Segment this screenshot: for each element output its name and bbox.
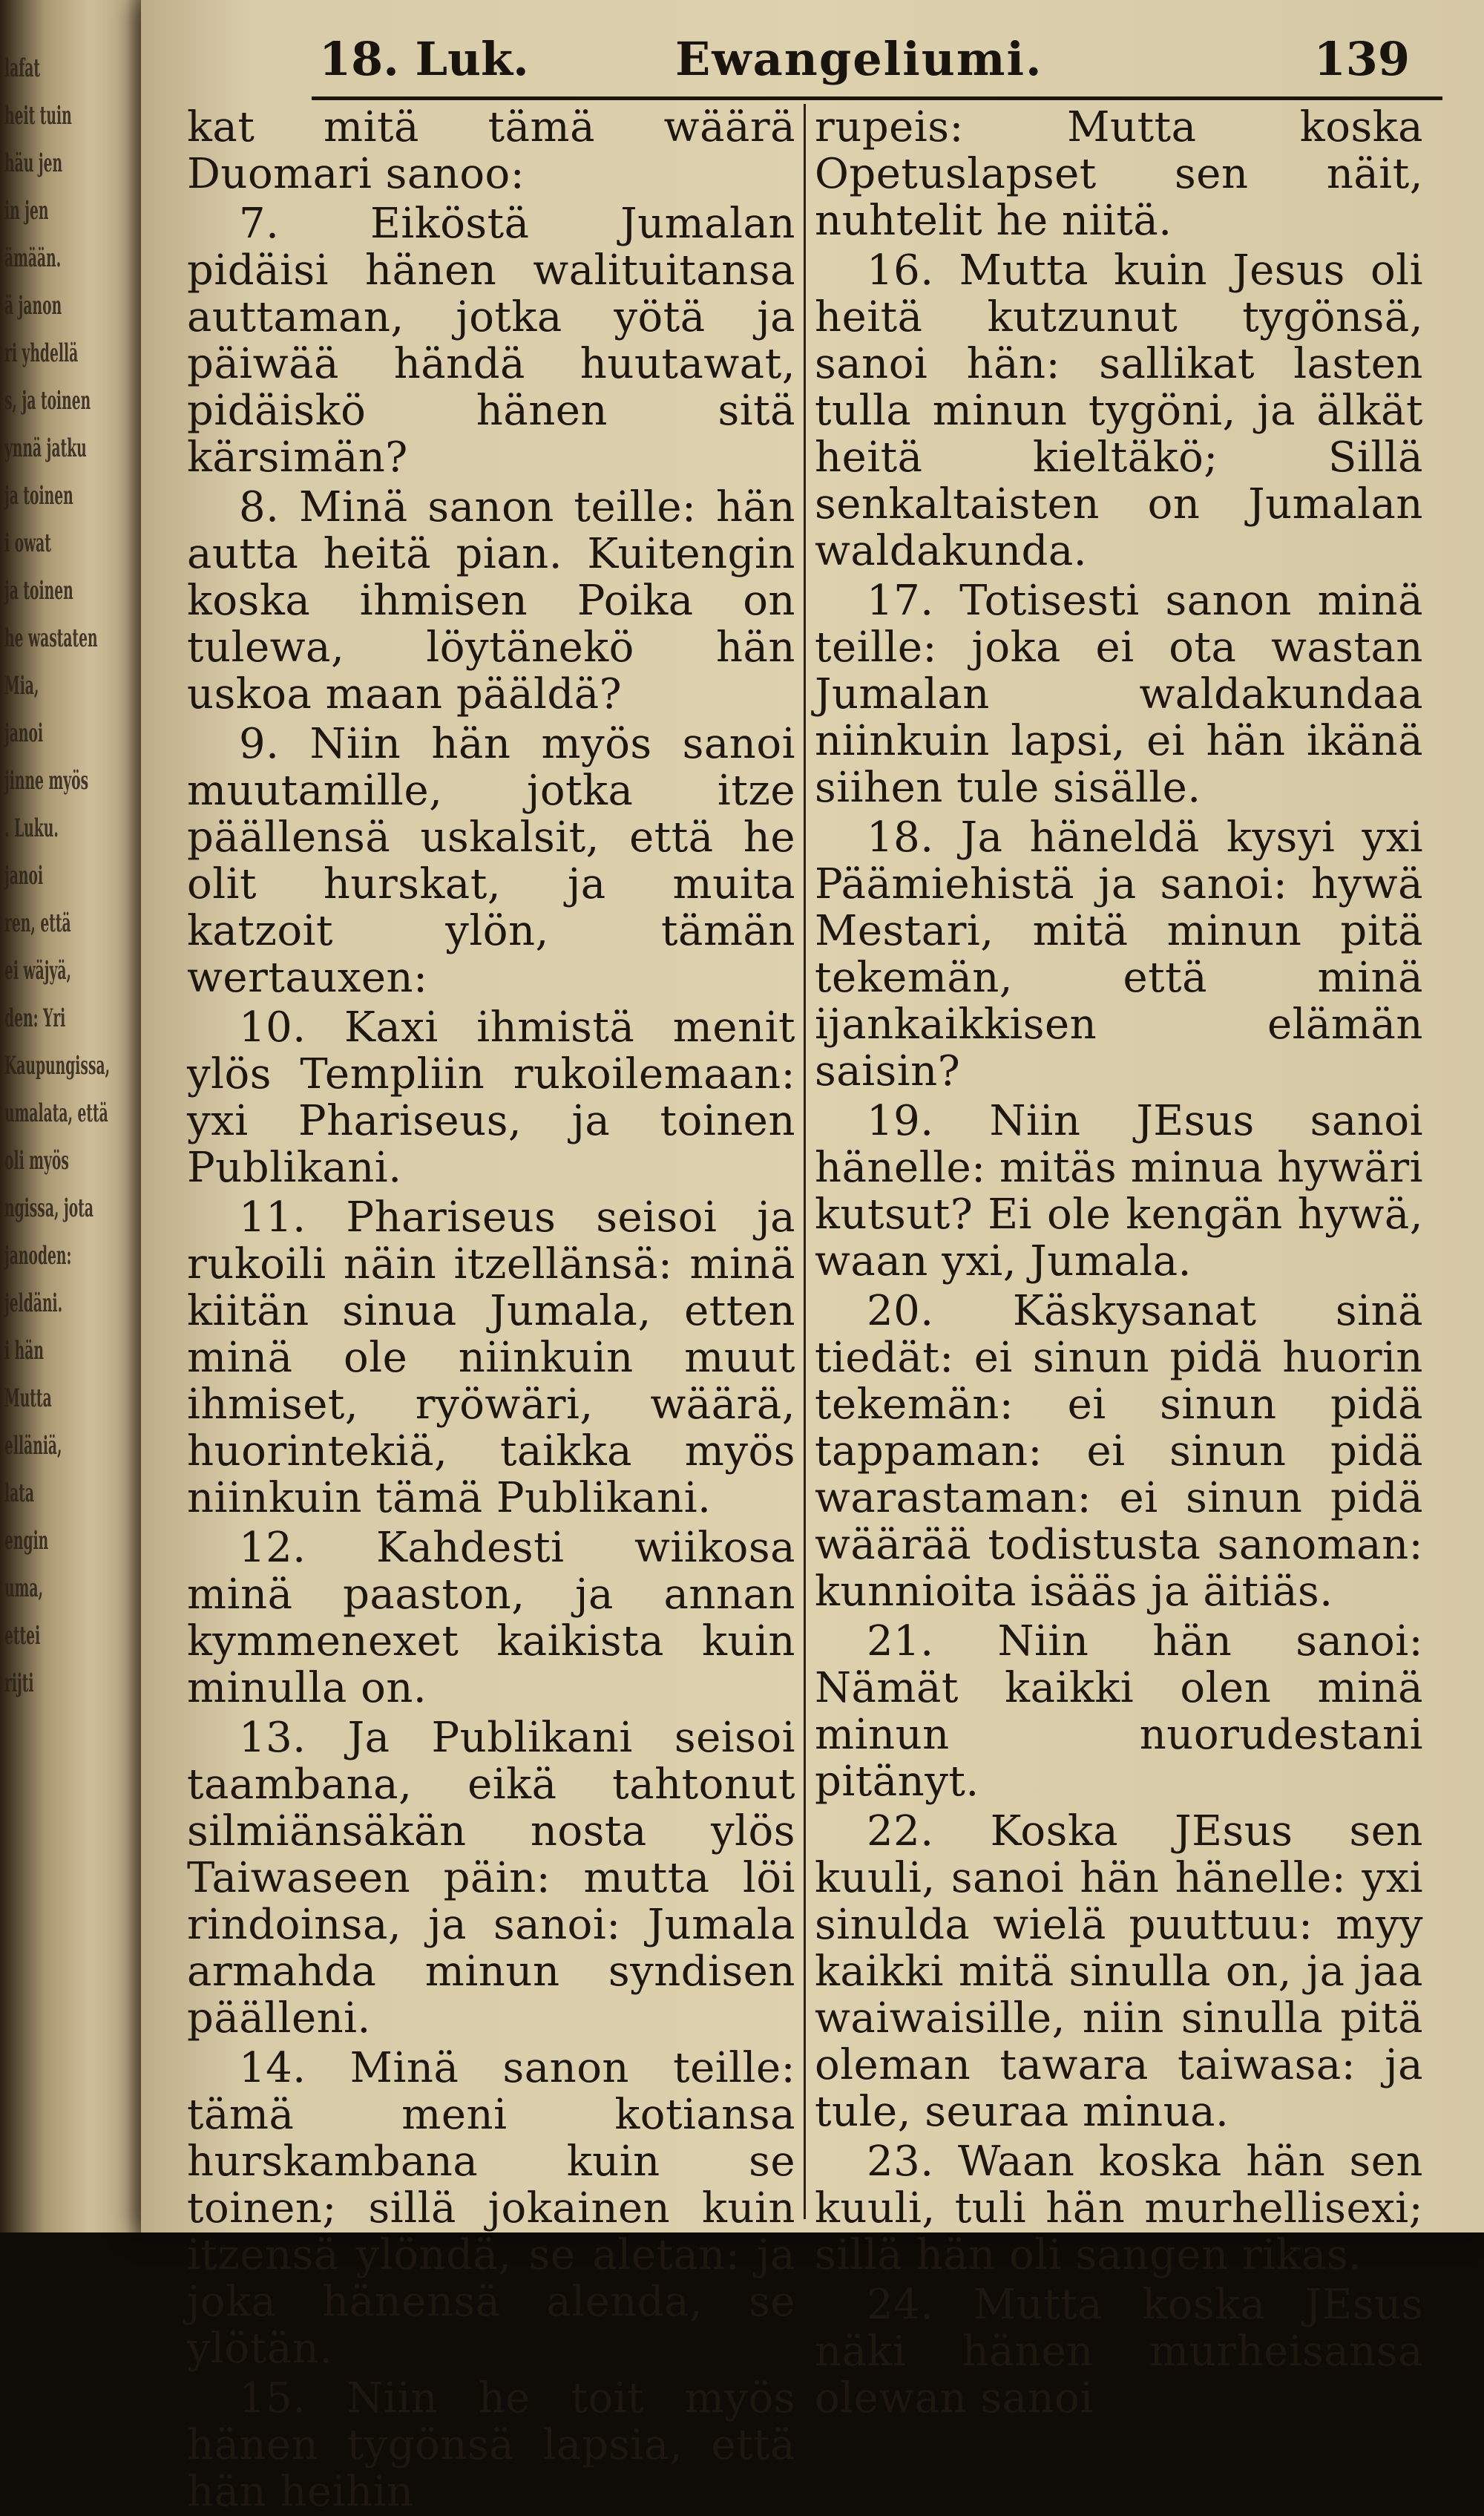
verse-paragraph: 19. Niin JEsus sanoi hänelle: mitäs minua hywäri kutsut? Ei ole kengän hywä, waan yxi, Jumala.	[815, 1097, 1423, 1285]
edge-fragment: janoden:	[4, 1241, 72, 1271]
edge-fragment: rijti	[4, 1668, 34, 1698]
edge-fragment: ngissa, jota	[4, 1193, 93, 1223]
edge-fragment: engin	[4, 1526, 49, 1556]
edge-fragment: Kaupungissa,	[4, 1051, 111, 1081]
verse-paragraph: 22. Koska JEsus sen kuuli, sanoi hän hänelle: yxi sinulda wielä puuttuu: myy kaikki mitä sinulla on, ja jaa waiwaisille, niin sinulla pitä oleman tawara taiwasa: ja tule, seuraa minua.	[815, 1807, 1423, 2136]
edge-fragment: i hän	[4, 1336, 44, 1366]
edge-fragment: jeldäni.	[4, 1288, 63, 1318]
edge-fragment: he wastaten	[4, 623, 98, 653]
left-column	[187, 103, 795, 2516]
edge-fragment: ämään.	[4, 243, 62, 273]
edge-fragment: den: Yri	[4, 1003, 66, 1033]
adjacent-page-edge	[0, 0, 148, 2232]
edge-fragment: häu jen	[4, 148, 63, 178]
running-header	[171, 21, 1454, 95]
edge-fragment: ri yhdellä	[4, 338, 79, 368]
edge-fragment: ja toinen	[4, 576, 73, 606]
edge-fragment: ren, että	[4, 908, 71, 938]
verse-paragraph: 7. Eiköstä Jumalan pidäisi hänen walituitansa auttaman, jotka yötä ja päiwää händä huutawat, pidäiskö hänen sitä kärsimän?	[187, 200, 795, 482]
verse-paragraph: 17. Totisesti sanon minä teille: joka ei ota wastan Jumalan waldakundaa niinkuin lapsi, ei hän ikänä siihen tule sisälle.	[815, 577, 1423, 812]
right-column	[815, 103, 1423, 2422]
verse-paragraph: 23. Waan koska hän sen kuuli, tuli hän murhellisexi; sillä hän oli sangen rikas.	[815, 2137, 1423, 2279]
verse-paragraph: 9. Niin hän myös sanoi muutamille, jotka itze päällensä uskalsit, että he olit hurskat, ja muita katzoit ylön, tämän wertauxen:	[187, 720, 795, 1002]
verse-paragraph: 10. Kaxi ihmistä menit ylös Templiin rukoilemaan: yxi Phariseus, ja toinen Publikani.	[187, 1003, 795, 1192]
verse-paragraph: 8. Minä sanon teille: hän autta heitä pian. Kuitengin koska ihmisen Poika on tulewa, löytänekö hän uskoa maan pääldä?	[187, 483, 795, 718]
edge-fragment: jinne myös	[4, 766, 89, 796]
edge-fragment: . Luku.	[4, 813, 59, 843]
verse-paragraph: 24. Mutta koska JEsus näki hänen murheisansa olewan sanoi	[815, 2281, 1423, 2422]
edge-fragment: ja toinen	[4, 481, 73, 511]
edge-fragment: i owat	[4, 528, 51, 558]
continued-paragraph: kat mitä tämä wäärä Duomari sanoo:	[187, 103, 795, 198]
edge-fragment: ettei	[4, 1621, 41, 1651]
edge-fragment: janoi	[4, 861, 44, 891]
verse-paragraph: 13. Ja Publikani seisoi taambana, eikä tahtonut silmiänsäkän nosta ylös Taiwaseen päin: mutta löi rindoinsa, ja sanoi: Jumala armahda minun syndisen päälleni.	[187, 1714, 795, 2042]
edge-fragment: umalata, että	[4, 1098, 108, 1128]
adjacent-page-text	[4, 45, 131, 1707]
verse-paragraph: 14. Minä sanon teille: tämä meni kotiansa hurskambana kuin se toinen; sillä jokainen kuin itzensä ylöndä, se aletan: ja joka hänensä alenda, se ylötän.	[187, 2044, 795, 2373]
edge-fragment: elläniä,	[4, 1431, 62, 1461]
verse-paragraph: 21. Niin hän sanoi: Nämät kaikki olen minä minun nuorudestani pitänyt.	[815, 1617, 1423, 1806]
verse-paragraph: 12. Kahdesti wiikosa minä paaston, ja annan kymmenexet kaikista kuin minulla on.	[187, 1524, 795, 1712]
verse-paragraph: 15. Niin he toit myös hänen tygönsä lapsia, että hän heihin	[187, 2374, 795, 2516]
edge-fragment: oli myös	[4, 1146, 69, 1176]
edge-fragment: ynnä jatku	[4, 433, 87, 463]
edge-fragment: ei wäjyä,	[4, 956, 71, 986]
verse-paragraph: 11. Phariseus seisoi ja rukoili näin itzellänsä: minä kiitän sinua Jumala, etten minä ole niinkuin muut ihmiset, ryöwäri, wäärä, huorintekiä, taikka myös niinkuin tämä Publikani.	[187, 1193, 795, 1522]
continued-paragraph: rupeis: Mutta koska Opetuslapset sen näit, nuhtelit he niitä.	[815, 103, 1423, 245]
edge-fragment: in jen	[4, 196, 49, 226]
column-divider	[804, 104, 806, 2219]
edge-fragment: heit tuin	[4, 101, 72, 131]
header-rule	[312, 96, 1442, 100]
edge-fragment: lata	[4, 1478, 34, 1508]
edge-fragment: uma,	[4, 1573, 44, 1603]
verse-paragraph: 18. Ja häneldä kysyi yxi Päämiehistä ja sanoi: hywä Mestari, mitä minun pitä tekemän, että minä ijankaikkisen elämän saisin?	[815, 813, 1423, 1095]
edge-fragment: Mutta	[4, 1383, 52, 1413]
page-number: 139	[1313, 32, 1410, 86]
edge-fragment: janoi	[4, 718, 44, 748]
edge-fragment: Mia,	[4, 671, 39, 701]
book-title: Ewangeliumi.	[675, 32, 1043, 86]
edge-fragment: ä janon	[4, 291, 62, 321]
edge-fragment: lafat	[4, 53, 41, 83]
chapter-label: 18. Luk.	[319, 32, 529, 86]
edge-fragment: s, ja toinen	[4, 386, 91, 416]
book-page	[141, 0, 1484, 2516]
verse-paragraph: 20. Käskysanat sinä tiedät: ei sinun pidä huorin tekemän: ei sinun pidä tappaman: ei sinun pidä warastaman: ei sinun pidä wäärää todistusta sanoman: kunnioita isääs ja äitiäs.	[815, 1287, 1423, 1616]
verse-paragraph: 16. Mutta kuin Jesus oli heitä kutzunut tygönsä, sanoi hän: sallikat lasten tulla minun tygöni, ja älkät heitä kieltäkö; Sillä senkaltaisten on Jumalan waldakunda.	[815, 246, 1423, 575]
